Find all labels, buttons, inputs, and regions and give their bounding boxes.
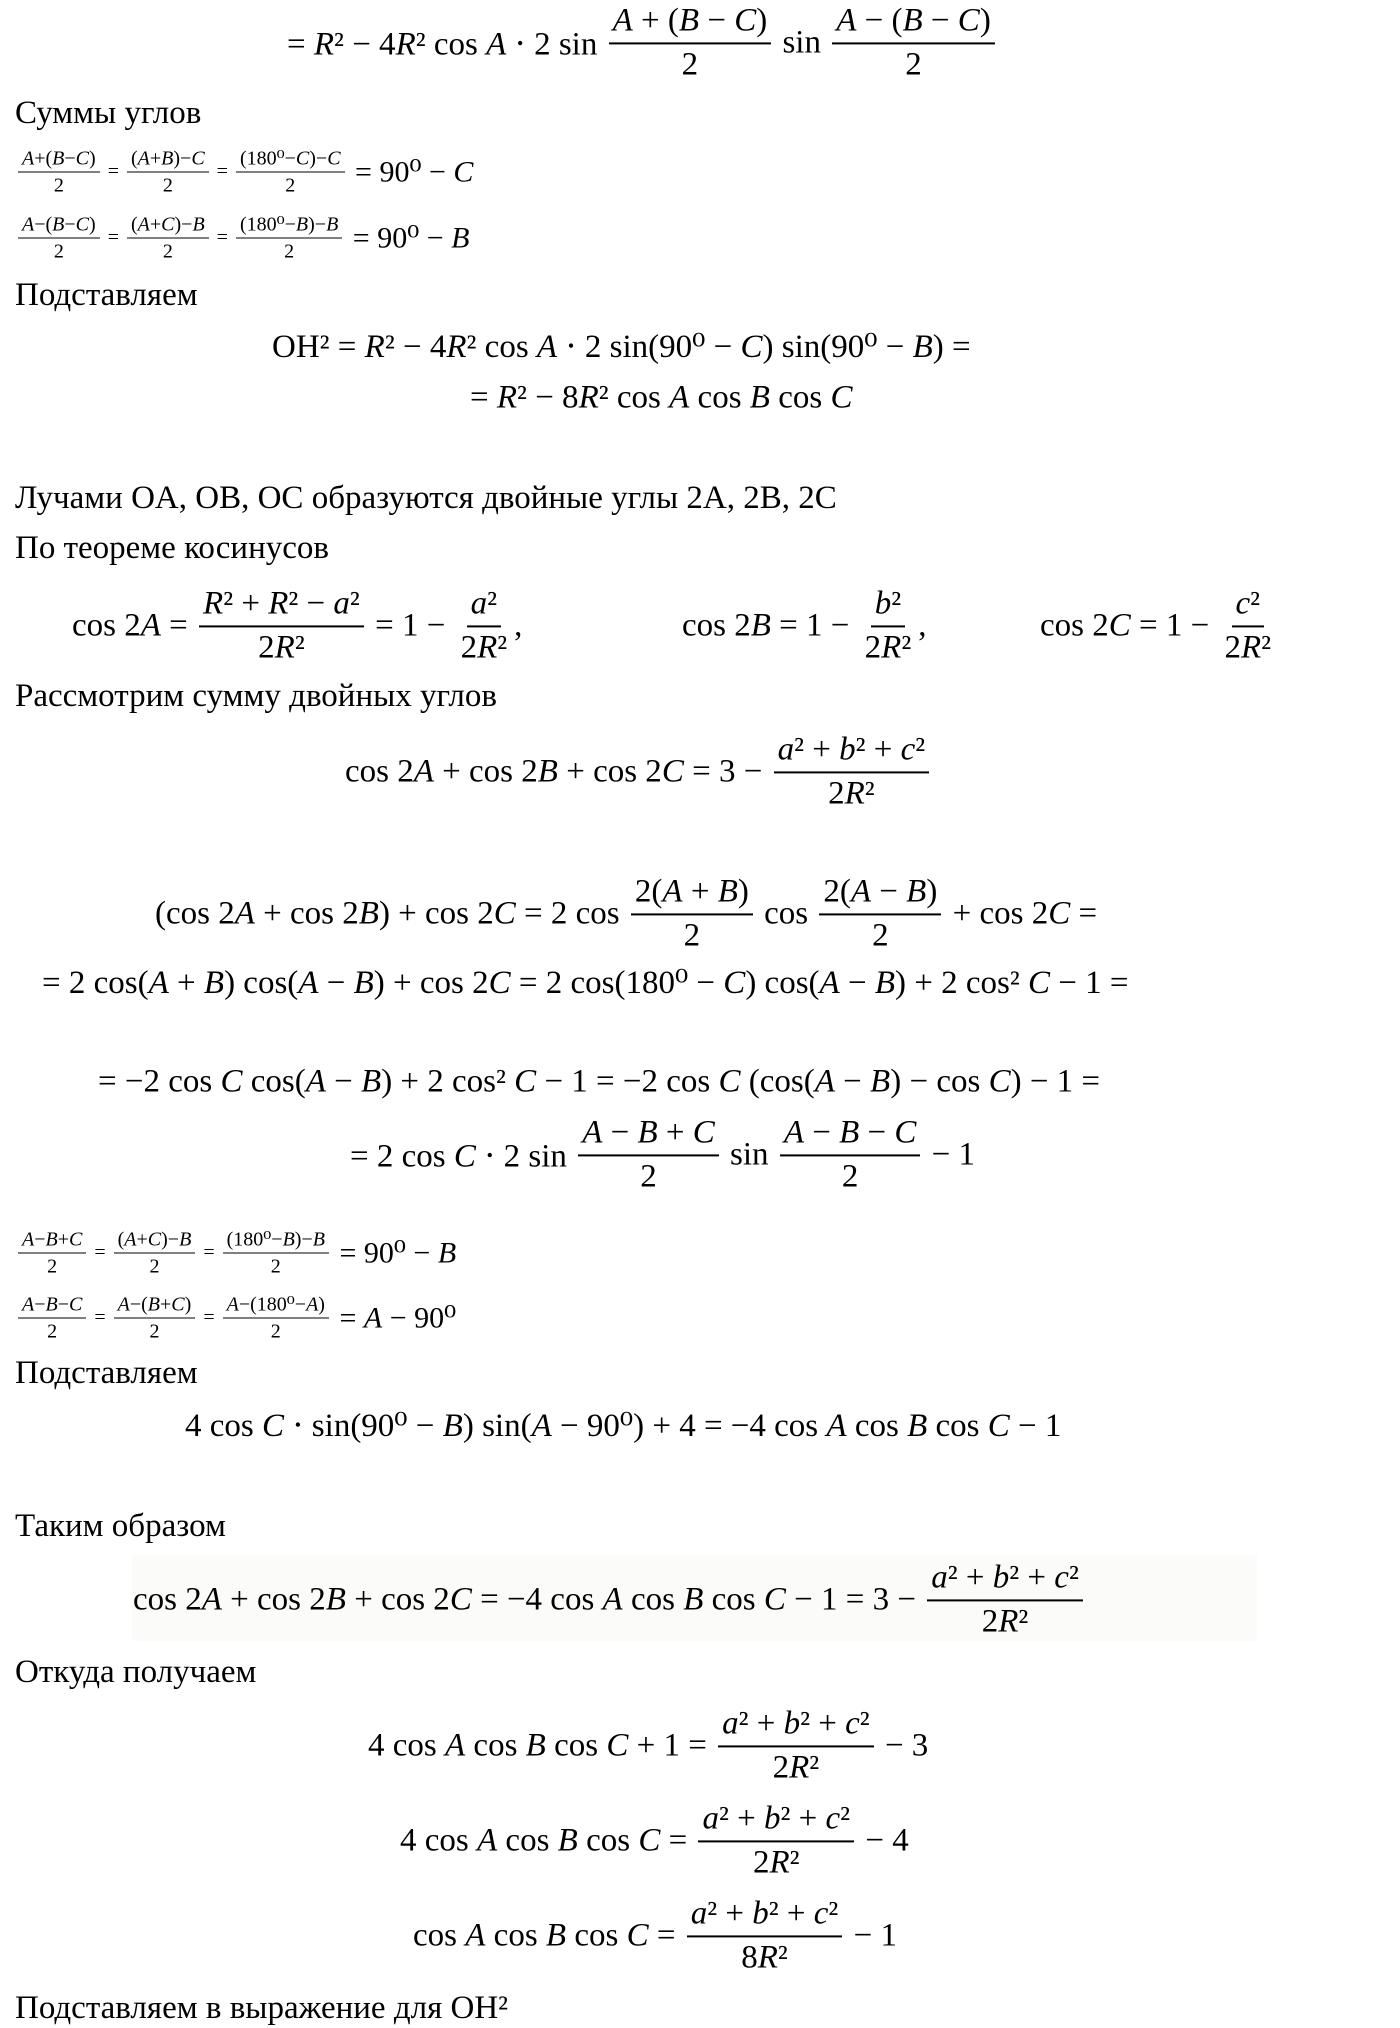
- heading-substitute-1: Подставляем: [15, 277, 198, 313]
- formula-cos-2b: cos 2B = 1 − $\frac{\text{b²}}{\text{2R²}}$ ,: [682, 585, 927, 665]
- formula-result-1: 4 cos A cos B cos C + 1 = $\frac{\text{a² + b² + c²}}{\text{2R²}}$ − 3: [368, 1705, 929, 1785]
- formula-step-3: = 2 cos C ⋅ 2 sin $\frac{A - B + C}{2}$ sin $\frac{A - B - C}{2}$ − 1: [350, 1114, 976, 1194]
- angle-sum-3: $\frac{A-B+C}{2}$ = $\frac{(A+C)-B}{2}$ = $\frac{\text{(180⁰−B)−B}}{2}$ = 90⁰ − B: [15, 1228, 456, 1279]
- angle-sum-2: $\frac{A-(B-C)}{2}$ = $\frac{(A+C)-B}{2}$ = $\frac{\text{(180⁰−B)−B}}{2}$ = 90⁰ − B: [15, 213, 470, 264]
- heading-substitute-2: Подставляем: [15, 1355, 198, 1391]
- heading-double-angle-sum: Рассмотрим сумму двойных углов: [15, 678, 497, 714]
- formula-sum-to-product: (cos 2A + cos 2B) + cos 2C = 2 cos $\frac{2(A + B)}{2}$ cos $\frac{2(A - B)}{2}$ + cos 2C =: [155, 873, 1098, 953]
- formula-cos-2c: cos 2C = 1 − $\frac{\text{c²}}{\text{2R²}}$: [1040, 585, 1272, 665]
- formula-oh-squared-result: = R² − 8R² cos A cos B cos C: [470, 379, 853, 416]
- formula-result-3: cos A cos B cos C = $\frac{\text{a² + b² + c²}}{\text{8R²}}$ − 1: [413, 1895, 897, 1975]
- formula-expansion: = R² − 4R² cos A ⋅ 2 sin $\frac{A + (B - C)}{2}$ sin $\frac{A - (B - C)}{2}$: [287, 1, 998, 84]
- text-double-angles: Лучами OA, OB, OC образуются двойные углы 2A, 2B, 2C: [15, 480, 837, 516]
- heading-substitute-oh: Подставляем в выражение для OH²: [15, 1990, 509, 2026]
- formula-combined: cos 2A + cos 2B + cos 2C = −4 cos A cos B cos C − 1 = 3 − $\frac{\text{a² + b² + c²}}{\text{2R²}}$: [133, 1558, 1086, 1641]
- heading-thus: Таким образом: [15, 1508, 226, 1544]
- formula-cos-2a: cos 2A = $\frac{\text{R² + R² − a²}}{\text{2R²}}$ = 1 − $\frac{\text{a²}}{\text{2R²}}$ ,: [72, 585, 523, 665]
- heading-angle-sums: Суммы углов: [15, 95, 202, 131]
- formula-step-1: = 2 cos(A + B) cos(A − B) + cos 2C = 2 cos(180⁰ − C) cos(A − B) + 2 cos² C − 1 =: [42, 965, 1129, 1001]
- heading-hence: Откуда получаем: [15, 1654, 257, 1690]
- heading-cosine-theorem: По теореме косинусов: [15, 530, 329, 566]
- formula-result-2: 4 cos A cos B cos C = $\frac{\text{a² + b² + c²}}{\text{2R²}}$ − 4: [400, 1800, 909, 1880]
- formula-double-angle-sum: cos 2A + cos 2B + cos 2C = 3 − $\frac{\text{a² + b² + c²}}{\text{2R²}}$: [345, 730, 932, 813]
- angle-sum-1: $\frac{A+(B-C)}{2}$ = $\frac{(A+B)-C}{2}$ = $\frac{\text{(180⁰−C)−C}}{2}$ = 90⁰ − C: [15, 147, 473, 198]
- formula-oh-squared: OH² = R² − 4R² cos A ⋅ 2 sin(90⁰ − C) sin(90⁰ − B) =: [272, 329, 971, 365]
- formula-product: 4 cos C ⋅ sin(90⁰ − B) sin(A − 90⁰) + 4 = −4 cos A cos B cos C − 1: [185, 1408, 1062, 1444]
- formula-step-2: = −2 cos C cos(A − B) + 2 cos² C − 1 = −2 cos C (cos(A − B) − cos C) − 1 =: [98, 1063, 1101, 1100]
- angle-sum-4: $\frac{A-B-C}{2}$ = $\frac{A-(B+C)}{2}$ = $\frac{\text{A−(180⁰−A)}}{2}$ = A − 90⁰: [15, 1293, 456, 1344]
